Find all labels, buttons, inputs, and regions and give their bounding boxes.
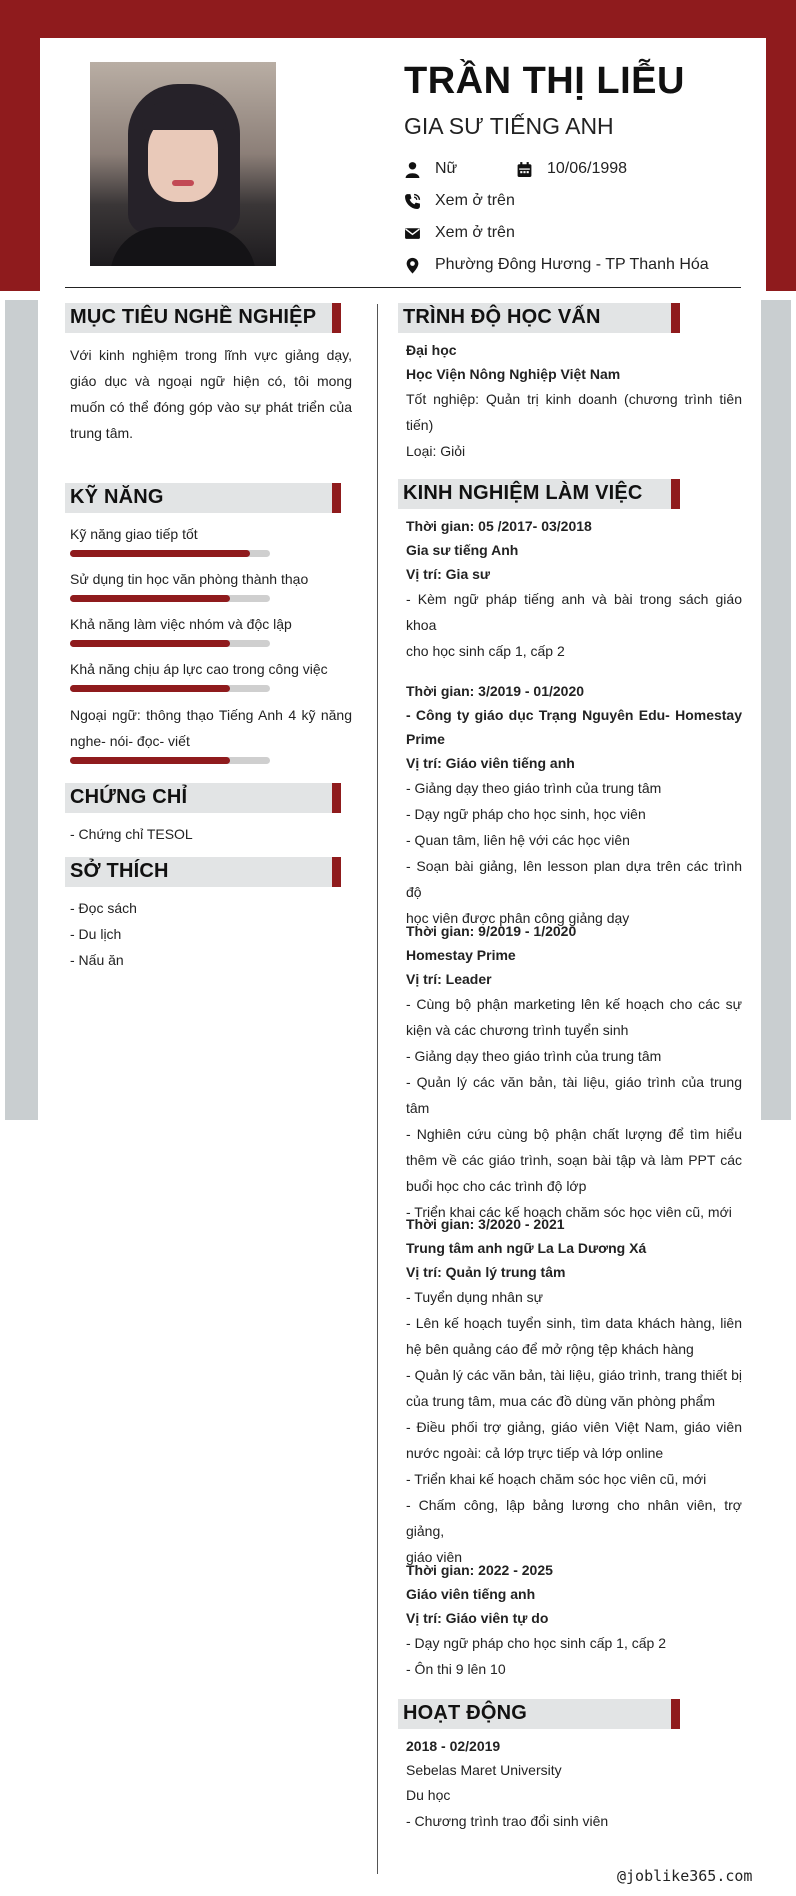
job-line: cho học sinh cấp 1, cấp 2 <box>406 643 565 659</box>
skill-bar-fill <box>70 685 230 692</box>
section-header-activities <box>398 1699 680 1729</box>
gender-value: Nữ <box>435 160 458 177</box>
gender-row <box>404 160 457 178</box>
candidate-name: TRẦN THỊ LIỄU <box>404 60 685 102</box>
left-grey-band <box>5 300 38 1120</box>
education-level: Đại học <box>406 342 457 358</box>
job-time: Thời gian: 3/2019 - 01/2020 <box>406 683 585 699</box>
skills-title: KỸ NĂNG <box>70 486 164 508</box>
activity-detail: - Chương trình trao đổi sinh viên <box>406 1813 609 1829</box>
section-accent <box>332 483 341 513</box>
job-line: - Tuyển dụng nhân sự <box>406 1289 544 1305</box>
section-accent <box>332 783 341 813</box>
job-position: Vị trí: Leader <box>406 971 492 987</box>
education-major: Tốt nghiệp: Quản trị kinh doanh (chương trình tiên <box>406 391 742 407</box>
skill-bar <box>70 550 270 557</box>
skill-label-line: Ngoại ngữ: thông thạo Tiếng Anh 4 kỹ năng <box>70 707 352 723</box>
skill-bar <box>70 757 270 764</box>
job-line: giáo viên <box>406 1549 463 1565</box>
activities-title: HOẠT ĐỘNG <box>403 1702 528 1724</box>
section-header-objective <box>65 303 341 333</box>
job-line: - Kèm ngữ pháp tiếng anh và bài trong sách giáo khoa <box>406 591 742 633</box>
job-line: hệ bên quảng cáo để mở rộng tệp khách hàng <box>406 1341 694 1357</box>
job-line: - Cùng bộ phận marketing lên kế hoạch cho các sự <box>406 996 742 1012</box>
address-row <box>404 256 709 274</box>
job-entry <box>406 679 742 931</box>
education-school: Học Viện Nông Nghiệp Việt Nam <box>406 366 621 382</box>
skill-bar-fill <box>70 640 230 647</box>
skill-bar-fill <box>70 757 230 764</box>
job-position: Vị trí: Giáo viên tự do <box>406 1610 549 1626</box>
skill-bar <box>70 685 270 692</box>
hobbies-title: SỞ THÍCH <box>70 860 169 882</box>
person-icon <box>404 161 421 178</box>
job-line: học viên được phân công giảng dạy <box>406 910 630 926</box>
phone-value: Xem ở trên <box>435 192 515 209</box>
job-entry <box>406 514 742 664</box>
email-row <box>404 224 515 242</box>
location-pin-icon <box>404 257 421 274</box>
job-line: thêm về các giáo trình, soạn bài tập và làm PPT các <box>406 1152 742 1168</box>
objective-line: Với kinh nghiệm trong lĩnh vực giảng dạy, <box>70 347 352 363</box>
skill-bar-fill <box>70 550 250 557</box>
job-time: Thời gian: 9/2019 - 1/2020 <box>406 923 577 939</box>
activity-role: Du học <box>406 1787 451 1803</box>
objective-line: trung tâm. <box>70 425 134 441</box>
job-line: kiện và các chương trình tuyển sinh <box>406 1022 629 1038</box>
address-value: Phường Đông Hương - TP Thanh Hóa <box>435 256 709 273</box>
section-accent <box>671 479 680 509</box>
job-line: - Giảng dạy theo giáo trình của trung tâm <box>406 1048 662 1064</box>
job-line: - Chấm công, lập bảng lương cho nhân viên, trợ giảng, <box>406 1497 742 1539</box>
job-line: nước ngoài: cả lớp trực tiếp và lớp online <box>406 1445 664 1461</box>
skill-bar-fill <box>70 595 230 602</box>
job-position: Vị trí: Quản lý trung tâm <box>406 1264 566 1280</box>
job-line: - Giảng dạy theo giáo trình của trung tâm <box>406 780 662 796</box>
certificate-item: - Chứng chỉ TESOL <box>70 826 193 842</box>
watermark: @joblike365.com <box>617 1867 753 1885</box>
envelope-icon <box>404 225 421 242</box>
job-line: - Quản lý các văn bản, tài liệu, giáo trình, trang thiết bị <box>406 1367 742 1383</box>
job-line: - Dạy ngữ pháp cho học sinh, học viên <box>406 806 646 822</box>
skill-label-line: nghe- nói- đọc- viết <box>70 733 190 749</box>
education-title: TRÌNH ĐỘ HỌC VẤN <box>403 306 601 328</box>
birthday-value: 10/06/1998 <box>547 160 628 177</box>
skill-bar <box>70 640 270 647</box>
hobby-item: - Du lịch <box>70 926 122 942</box>
job-company: Prime <box>406 731 445 747</box>
section-header-hobbies <box>65 857 341 887</box>
activity-entry <box>406 1734 742 1834</box>
job-line: - Dạy ngữ pháp cho học sinh cấp 1, cấp 2 <box>406 1635 666 1651</box>
section-header-skills <box>65 483 341 513</box>
job-company: Trung tâm anh ngữ La La Dương Xá <box>406 1240 647 1256</box>
job-entry <box>406 1558 742 1682</box>
job-entry <box>406 1212 742 1570</box>
job-line: - Nghiên cứu cùng bộ phận chất lượng để tìm hiểu <box>406 1126 742 1142</box>
column-divider <box>377 304 378 1874</box>
job-line: - Soạn bài giảng, lên lesson plan dựa trên các trình độ <box>406 858 742 900</box>
right-grey-band <box>761 300 791 1120</box>
activity-time: 2018 - 02/2019 <box>406 1738 501 1754</box>
section-header-experience <box>398 479 680 509</box>
job-line: buổi học cho các trình độ lớp <box>406 1178 587 1194</box>
top-border-band <box>0 0 796 38</box>
activity-org: Sebelas Maret University <box>406 1762 562 1778</box>
objective-line: giáo dục và ngoại ngữ hiện có, tôi mong <box>70 373 352 389</box>
section-header-certificates <box>65 783 341 813</box>
job-line: - Quản lý các văn bản, tài liệu, giáo trình của trung tâm <box>406 1074 742 1116</box>
objective-title: MỤC TIÊU NGHỀ NGHIỆP <box>70 306 317 328</box>
section-accent <box>671 1699 680 1729</box>
job-company: Gia sư tiếng Anh <box>406 542 519 558</box>
job-line: - Triển khai các kế hoạch chăm sóc học viên cũ, mới <box>406 1204 732 1220</box>
phone-row <box>404 192 515 210</box>
hobby-item: - Đọc sách <box>70 900 137 916</box>
objective-text <box>70 342 352 446</box>
skill-label: Khả năng chịu áp lực cao trong công việc <box>70 661 328 677</box>
job-entry <box>406 919 742 1225</box>
profile-photo <box>90 62 276 266</box>
section-accent <box>332 303 341 333</box>
right-border-band <box>766 38 796 291</box>
job-line: - Triển khai kế hoạch chăm sóc học viên cũ, mới <box>406 1471 707 1487</box>
skill-label: Sử dụng tin học văn phòng thành thạo <box>70 571 309 587</box>
job-title: GIA SƯ TIẾNG ANH <box>404 113 614 139</box>
job-line: - Điều phối trợ giảng, giáo viên Việt Nam, giáo viên <box>406 1419 742 1435</box>
job-company: Homestay Prime <box>406 947 516 963</box>
job-line: - Ôn thi 9 lên 10 <box>406 1661 506 1677</box>
left-border-band <box>0 38 40 291</box>
skill-label: Khả năng làm việc nhóm và độc lập <box>70 616 292 632</box>
section-accent <box>671 303 680 333</box>
job-position: Vị trí: Gia sư <box>406 566 491 582</box>
email-value: Xem ở trên <box>435 224 515 241</box>
section-accent <box>332 857 341 887</box>
job-time: Thời gian: 2022 - 2025 <box>406 1562 553 1578</box>
skill-bar <box>70 595 270 602</box>
phone-icon <box>404 193 421 210</box>
skill-label: Kỹ năng giao tiếp tốt <box>70 526 198 542</box>
education-block <box>406 338 742 464</box>
job-line: - Lên kế hoạch tuyển sinh, tìm data khách hàng, liên <box>406 1315 742 1331</box>
header-divider <box>65 287 741 288</box>
birthday-row <box>516 160 627 178</box>
education-major: tiến) <box>406 417 434 433</box>
hobbies-list <box>70 895 137 973</box>
job-line: của trung tâm, mua các đồ dùng văn phòng phẩm <box>406 1393 715 1409</box>
education-grade: Loại: Giỏi <box>406 443 466 459</box>
skill-label <box>70 702 352 754</box>
calendar-icon <box>516 161 533 178</box>
hobby-item: - Nấu ăn <box>70 952 124 968</box>
job-company: Giáo viên tiếng anh <box>406 1586 536 1602</box>
job-time: Thời gian: 3/2020 - 2021 <box>406 1216 565 1232</box>
job-time: Thời gian: 05 /2017- 03/2018 <box>406 518 592 534</box>
experience-title: KINH NGHIỆM LÀM VIỆC <box>403 482 643 504</box>
job-position: Vị trí: Giáo viên tiếng anh <box>406 755 575 771</box>
job-line: - Quan tâm, liên hệ với các học viên <box>406 832 630 848</box>
section-header-education <box>398 303 680 333</box>
certificates-title: CHỨNG CHỈ <box>70 786 188 808</box>
objective-line: muốn có thể đóng góp vào sự phát triển của <box>70 399 352 415</box>
job-company: - Công ty giáo dục Trạng Nguyên Edu- Homestay <box>406 707 742 723</box>
